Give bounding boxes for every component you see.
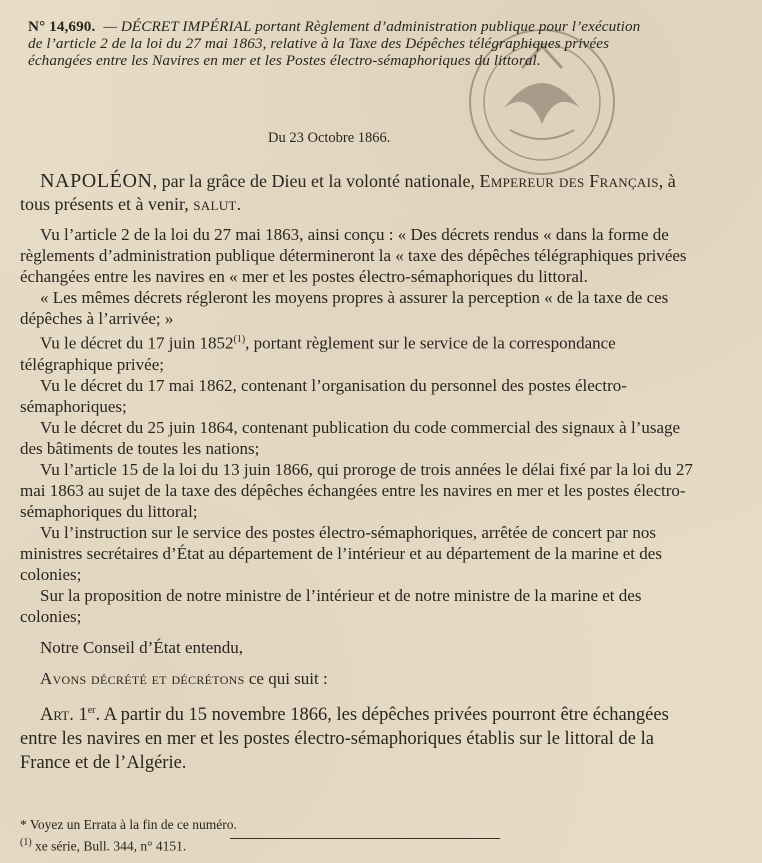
footnote-1 <box>20 834 540 856</box>
proclamation <box>20 170 700 216</box>
proclamation-end: . <box>236 194 242 214</box>
article-one <box>20 699 700 775</box>
paragraph-proposition: Sur la proposition de notre ministre de l’intérieur et de notre ministre de la marine et des colonies; <box>20 585 642 626</box>
enactment-tail: ce qui suit : <box>244 668 328 688</box>
paragraph-perception: « Les mêmes décrets régleront les moyens propres à assurer la perception « de la taxe de ces dépêches à l’arrivée; » <box>20 288 669 328</box>
paragraph-decree-1864: Vu le décret du 25 juin 1864, contenant publication du code commercial des signaux à l’usage des bâtiments de toutes les nations; <box>20 417 681 458</box>
footnote-reference: (1) <box>233 334 246 345</box>
proclamation-tail: , à tous présents et à venir, <box>20 171 676 214</box>
paragraph-article-2: Vu l’article 2 de la loi du 27 mai 1863, ainsi conçu : « Des décrets rendus « dans la forme de règlements d’administration publique détermineront la « taxe des dépêches télégraphiques privées échangées entre les navires en « mer et les postes électro-sémaphoriques du littoral. <box>20 225 687 286</box>
emperor-name: NAPOLÉON <box>40 170 153 192</box>
spacer <box>20 627 700 637</box>
spacer <box>20 658 700 668</box>
decree-description: — DÉCRET IMPÉRIAL portant Règlement d’administration publique pour l’exécution de l’article 2 de la loi du 27 mai 1863, relative à la Taxe des Dépêches télégraphiques privées échangées entre les Navires en mer et les Postes électro-sémaphoriques du littoral. <box>28 18 641 69</box>
article-text: . A partir du 15 novembre 1866, les dépêches privées pourront être échangées entre les navires en mer et les postes électro-sémaphoriques établis sur le littoral de la France et de l’Algérie. <box>20 704 669 773</box>
paragraph-law-1866: Vu l’article 15 de la loi du 13 juin 1866, qui proroge de trois années le délai fixé par la loi du 27 mai 1863 au sujet de la taxe des dépêches échangées entre les navires en mer et les postes électro-sémaphoriques du littoral; <box>20 459 693 521</box>
paragraph-instruction: Vu l’instruction sur le service des postes électro-sémaphoriques, arrêtée de concert par nos ministres secrétaires d’État au département de l’intérieur et au département de la marine et des colonies; <box>20 522 662 584</box>
footnotes <box>20 816 540 856</box>
proclamation-middle: , par la grâce de Dieu et la volonté nationale, <box>152 171 480 191</box>
decree-1852-end: , portant règlement sur le service de la correspondance télégraphique privée; <box>20 333 616 374</box>
emperor-title: Empereur des Français <box>479 171 659 191</box>
enactment-verb: Avons décrété et décrétons <box>40 668 245 688</box>
salut-text: salut <box>193 194 237 214</box>
article-superscript: er <box>87 704 96 716</box>
footnote-1-text: xe série, Bull. 344, n° 4151. <box>31 838 187 854</box>
council-statement: Notre Conseil d’État entendu, <box>40 637 244 657</box>
errata-note: * Voyez un Errata à la fin de ce numéro. <box>20 817 237 832</box>
document-body <box>20 170 700 775</box>
decree-date: Du 23 Octobre 1866. <box>268 130 391 146</box>
footnote-1-marker: (1) <box>20 837 32 848</box>
enactment-line <box>20 668 700 689</box>
decree-number: N° 14,690. <box>28 18 96 35</box>
paragraph-decree-1852 <box>20 329 700 375</box>
decree-1852-start: Vu le décret du 17 juin 1852 <box>40 333 234 353</box>
paragraph-decree-1862: Vu le décret du 17 mai 1862, contenant l’organisation du personnel des postes électro-sémaphoriques; <box>20 375 627 416</box>
decree-title <box>28 18 648 69</box>
article-label: Art. 1 <box>40 704 88 725</box>
